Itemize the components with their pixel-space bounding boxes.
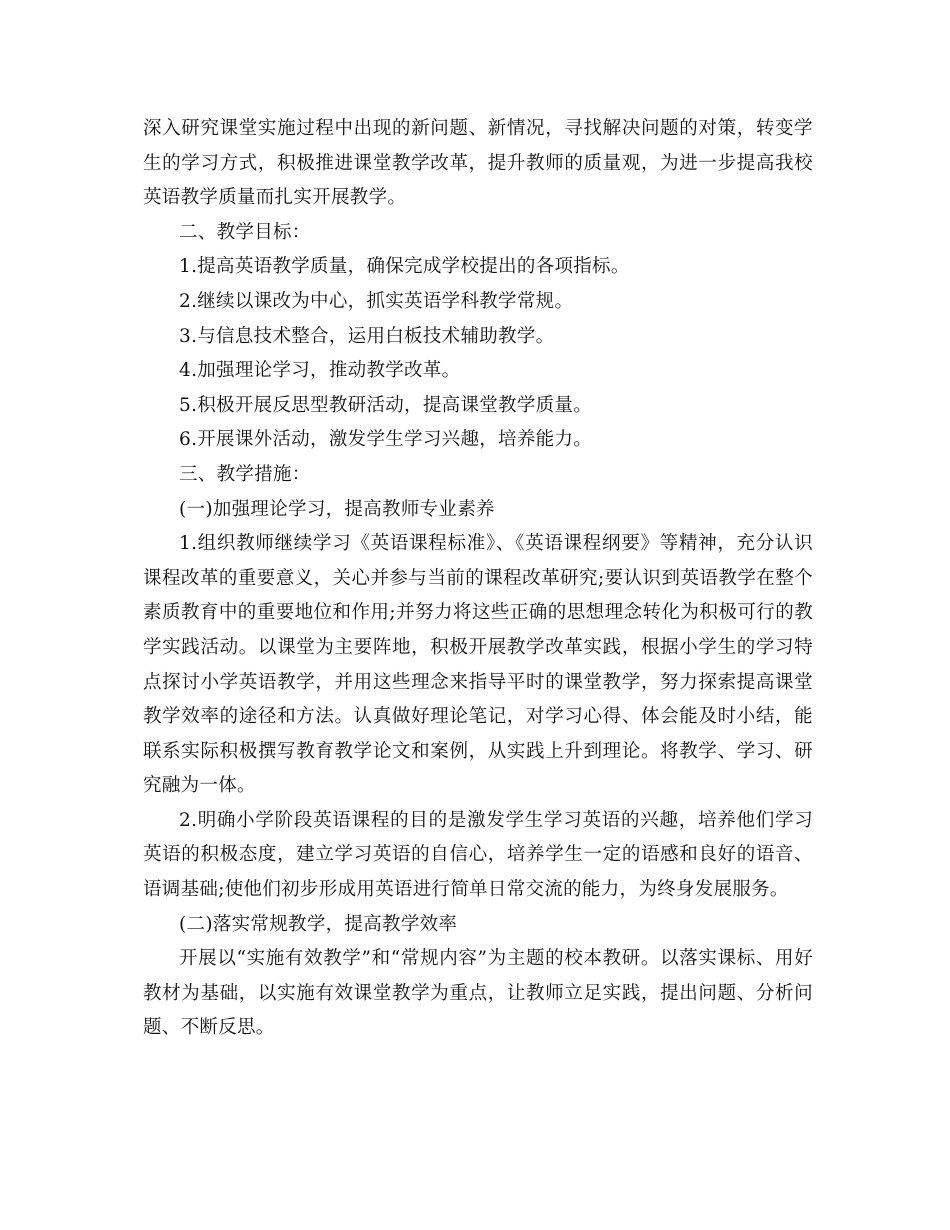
heading-teaching-measures: 三、教学措施： bbox=[179, 463, 311, 485]
measure-paragraph-3: 开展以“实施有效教学”和“常规内容”为主题的校本教研。以落实课标、用好教材为基础，以实施有效课堂教学为重点，让教师立足实践，提出问题、分析问题、不断反思。 bbox=[143, 948, 813, 1039]
subheading-theory-study: (一)加强理论学习，提高教师专业素养 bbox=[179, 498, 495, 520]
goal-item-2: 2.继续以课改为中心，抓实英语学科教学常规。 bbox=[179, 290, 574, 312]
goal-item-1: 1.提高英语教学质量，确保完成学校提出的各项指标。 bbox=[179, 256, 630, 278]
measure-paragraph-2: 2.明确小学阶段英语课程的目的是激发学生学习英语的兴趣，培养他们学习英语的积极态度，建立学习英语的自信心，培养学生一定的语感和良好的语音、语调基础;使他们初步形成用英语进行简单日常交流的能力，为终身发展服务。 bbox=[143, 809, 813, 901]
goal-item-5: 5.积极开展反思型教研活动，提高课堂教学质量。 bbox=[179, 394, 593, 416]
measure-paragraph-1: 1.组织教师继续学习《英语课程标准》、《英语课程纲要》等精神，充分认识课程改革的重要意义，关心并参与当前的课程改革研究;要认识到英语教学在整个素质教育中的重要地位和作用;并努力将这些正确的思想理念转化为积极可行的教学实践活动。以课堂为主要阵地，积极开展教学改革实践，根据小学生的学习特点探讨小学英语教学，并用这些理念来指导平时的课堂教学，努力探索提高课堂教学效率的途径和方法。认真做好理论笔记，对学习心得、体会能及时小结，能联系实际积极撰写教育教学论文和案例，从实践上升到理论。将教学、学习、研究融为一体。 bbox=[143, 533, 813, 797]
document-body bbox=[143, 112, 813, 1046]
subheading-routine-teaching: (二)落实常规教学，提高教学效率 bbox=[179, 913, 458, 935]
heading-teaching-goals: 二、教学目标： bbox=[179, 221, 311, 243]
goal-item-6: 6.开展课外活动，激发学生学习兴趣，培养能力。 bbox=[179, 429, 593, 451]
goal-item-4: 4.加强理论学习，推动教学改革。 bbox=[179, 360, 461, 382]
goal-item-3: 3.与信息技术整合，运用白板技术辅助教学。 bbox=[179, 325, 555, 347]
paragraph-intro: 深入研究课堂实施过程中出现的新问题、新情况，寻找解决问题的对策，转变学生的学习方式，积极推进课堂教学改革，提升教师的质量观，为进一步提高我校英语教学质量而扎实开展教学。 bbox=[143, 118, 813, 209]
